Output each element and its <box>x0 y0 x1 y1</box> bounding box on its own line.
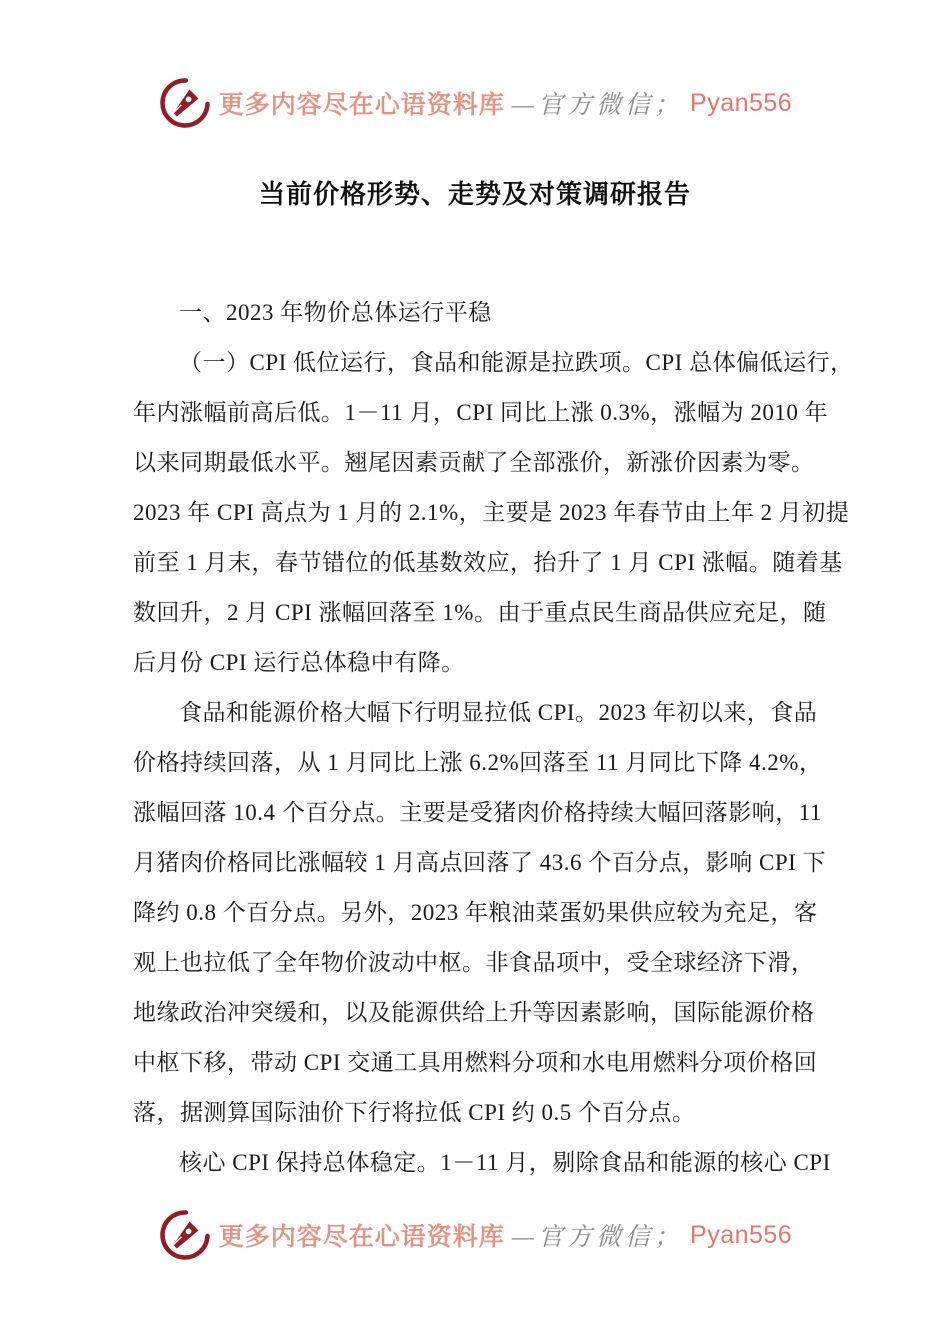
document-line: 以来同期最低水平。翘尾因素贡献了全部涨价，新涨价因素为零。 <box>133 450 815 475</box>
banner-wechat-id: Pyan556 <box>690 1220 793 1249</box>
document-line: 月猪肉价格同比涨幅较 1 月高点回落了 43.6 个百分点，影响 CPI 下 <box>133 850 827 875</box>
pen-nib-circle-icon <box>158 76 212 130</box>
document-line: 一、2023 年物价总体运行平稳 <box>179 300 492 325</box>
document-line: （一）CPI 低位运行，食品和能源是拉跌项。CPI 总体偏低运行， <box>179 350 854 375</box>
document-line: 降约 0.8 个百分点。另外，2023 年粮油菜蛋奶果供应较为充足，客 <box>133 900 818 925</box>
header-banner <box>0 72 950 134</box>
document-line: 2023 年 CPI 高点为 1 月的 2.1%，主要是 2023 年春节由上年 2 月初提 <box>133 500 850 525</box>
banner-brand-text: 更多内容尽在心语资料库 <box>218 92 505 119</box>
document-line: 价格持续回落，从 1 月同比上涨 6.2%回落至 11 月同比下降 4.2%， <box>133 750 823 775</box>
document-line: 前至 1 月末，春节错位的低基数效应，抬升了 1 月 CPI 涨幅。随着基 <box>133 550 843 575</box>
banner-wechat-id: Pyan556 <box>690 88 793 117</box>
document-title: 当前价格形势、走势及对策调研报告 <box>258 180 691 209</box>
document-line: 地缘政治冲突缓和，以及能源供给上升等因素影响，国际能源价格 <box>133 1000 815 1025</box>
document-line: 核心 CPI 保持总体稳定。1－11 月，剔除食品和能源的核心 CPI <box>179 1150 831 1175</box>
document-line: 年内涨幅前高后低。1－11 月，CPI 同比上涨 0.3%，涨幅为 2010 年 <box>133 400 829 425</box>
banner-wechat-label: —官方微信； <box>511 92 684 119</box>
document-line: 涨幅回落 10.4 个百分点。主要是受猪肉价格持续大幅回落影响，11 <box>133 800 822 825</box>
banner-brand-text: 更多内容尽在心语资料库 <box>218 1224 505 1251</box>
footer-banner <box>0 1204 950 1266</box>
document-line: 落，据测算国际油价下行将拉低 CPI 约 0.5 个百分点。 <box>133 1100 696 1125</box>
banner-wechat-label: —官方微信； <box>511 1224 684 1251</box>
document-line: 食品和能源价格大幅下行明显拉低 CPI。2023 年初以来，食品 <box>179 700 818 725</box>
document-line: 观上也拉低了全年物价波动中枢。非食品项中，受全球经济下滑， <box>133 950 815 975</box>
document-line: 数回升，2 月 CPI 涨幅回落至 1%。由于重点民生商品供应充足，随 <box>133 600 827 625</box>
pen-nib-circle-icon <box>158 1208 212 1262</box>
document-line: 中枢下移，带动 CPI 交通工具用燃料分项和水电用燃料分项价格回 <box>133 1050 818 1075</box>
document-line: 后月份 CPI 运行总体稳中有降。 <box>133 650 465 675</box>
document-body <box>133 288 854 1188</box>
